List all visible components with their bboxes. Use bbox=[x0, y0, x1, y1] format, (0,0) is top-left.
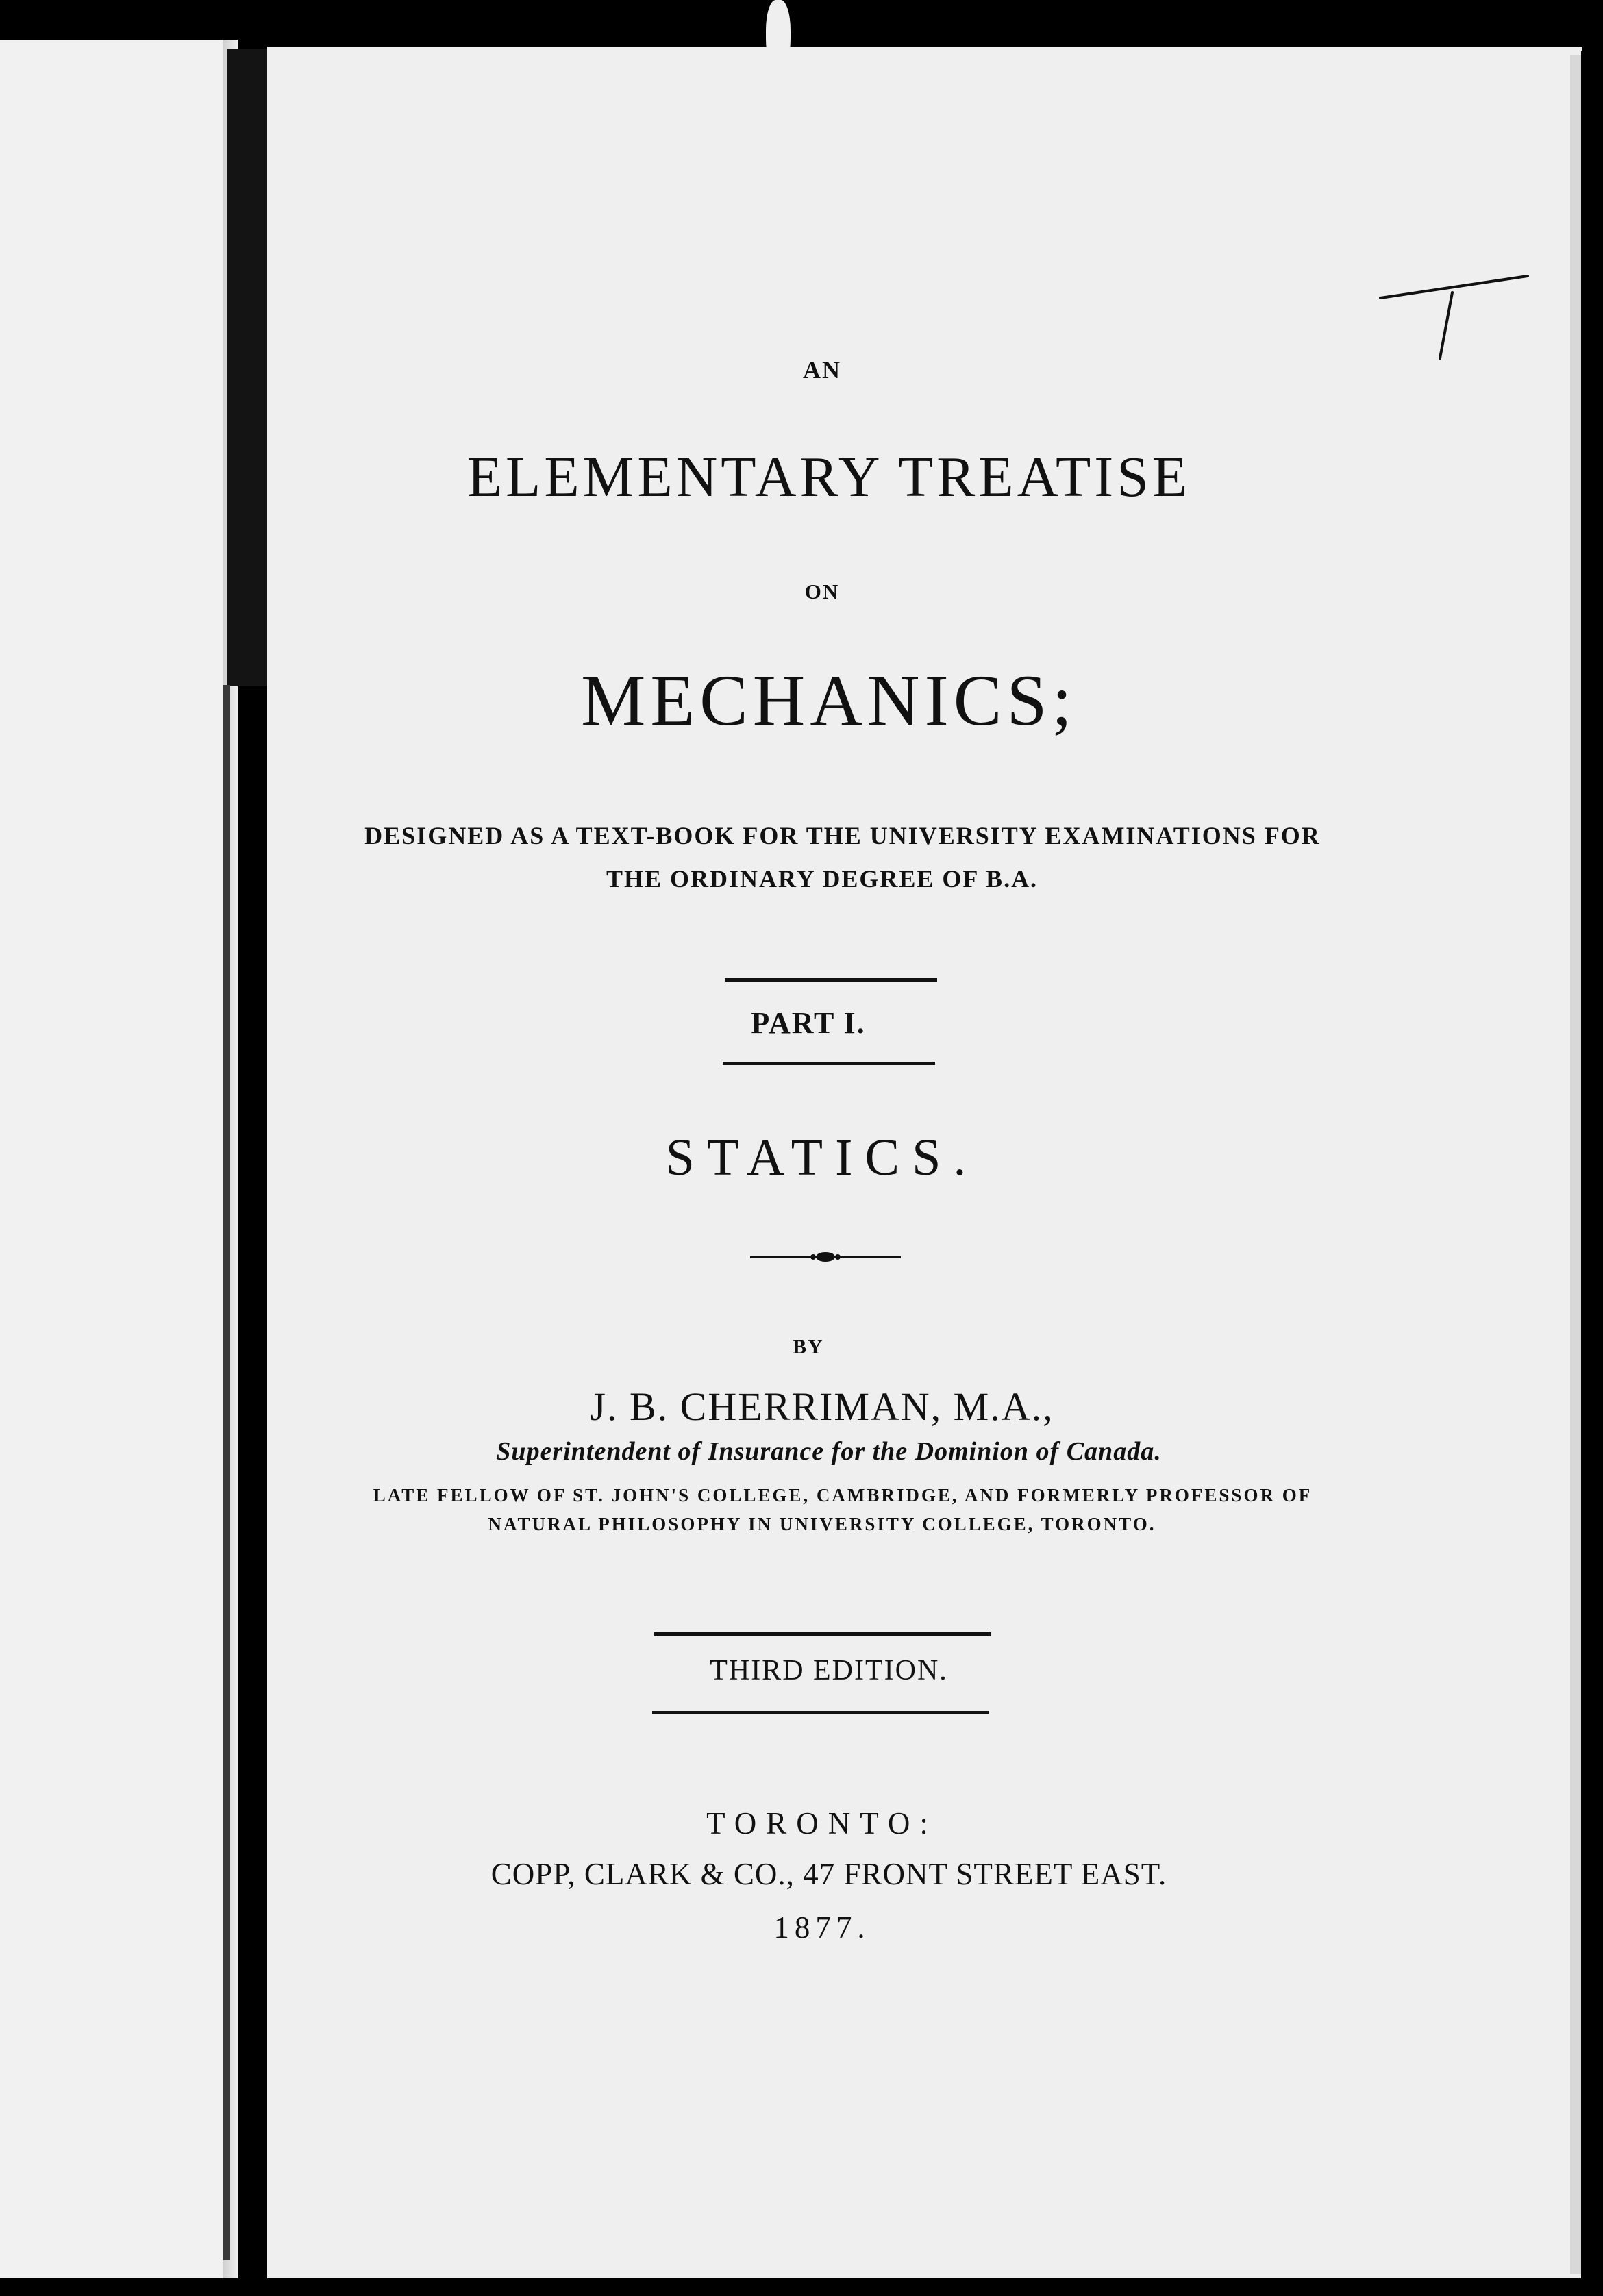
book-subject: MECHANICS; bbox=[581, 660, 1077, 740]
edition-rule-bottom bbox=[652, 1711, 989, 1714]
author-name: J. B. CHERRIMAN, M.A., bbox=[590, 1384, 1054, 1429]
ornament-divider bbox=[750, 1250, 901, 1264]
scan-top-border bbox=[0, 0, 1603, 51]
author-history-line-2: NATURAL PHILOSOPHY IN UNIVERSITY COLLEGE, TORONTO. bbox=[488, 1514, 1156, 1534]
author-position: Superintendent of Insurance for the Dominion of Canada. bbox=[496, 1437, 1162, 1466]
binding-gutter bbox=[223, 685, 230, 2260]
book-title: ELEMENTARY TREATISE bbox=[467, 445, 1191, 509]
title-article: AN bbox=[803, 356, 841, 384]
part-rule-bottom bbox=[723, 1062, 935, 1065]
part-heading: PART I. bbox=[751, 1006, 866, 1040]
edition-rule-top bbox=[654, 1632, 991, 1636]
section-title: STATICS. bbox=[665, 1129, 979, 1186]
publisher: COPP, CLARK & CO., 47 FRONT STREET EAST. bbox=[490, 1857, 1167, 1891]
purpose-line-2: THE ORDINARY DEGREE OF B.A. bbox=[606, 865, 1039, 893]
publication-place: TORONTO: bbox=[706, 1806, 938, 1840]
scan-bottom-border bbox=[0, 2278, 1603, 2296]
scan-speck bbox=[766, 0, 791, 75]
edition-label: THIRD EDITION. bbox=[710, 1655, 948, 1686]
title-preposition: ON bbox=[804, 579, 840, 603]
pencil-mark bbox=[1377, 271, 1541, 366]
part-rule-top bbox=[725, 978, 937, 982]
purpose-line-1: DESIGNED AS A TEXT-BOOK FOR THE UNIVERSITY EXAMINATIONS FOR bbox=[364, 822, 1321, 849]
publication-year: 1877. bbox=[773, 1910, 871, 1945]
by-label: BY bbox=[793, 1336, 824, 1358]
author-history-line-1: LATE FELLOW OF ST. JOHN'S COLLEGE, CAMBRIDGE, AND FORMERLY PROFESSOR OF bbox=[373, 1485, 1313, 1506]
